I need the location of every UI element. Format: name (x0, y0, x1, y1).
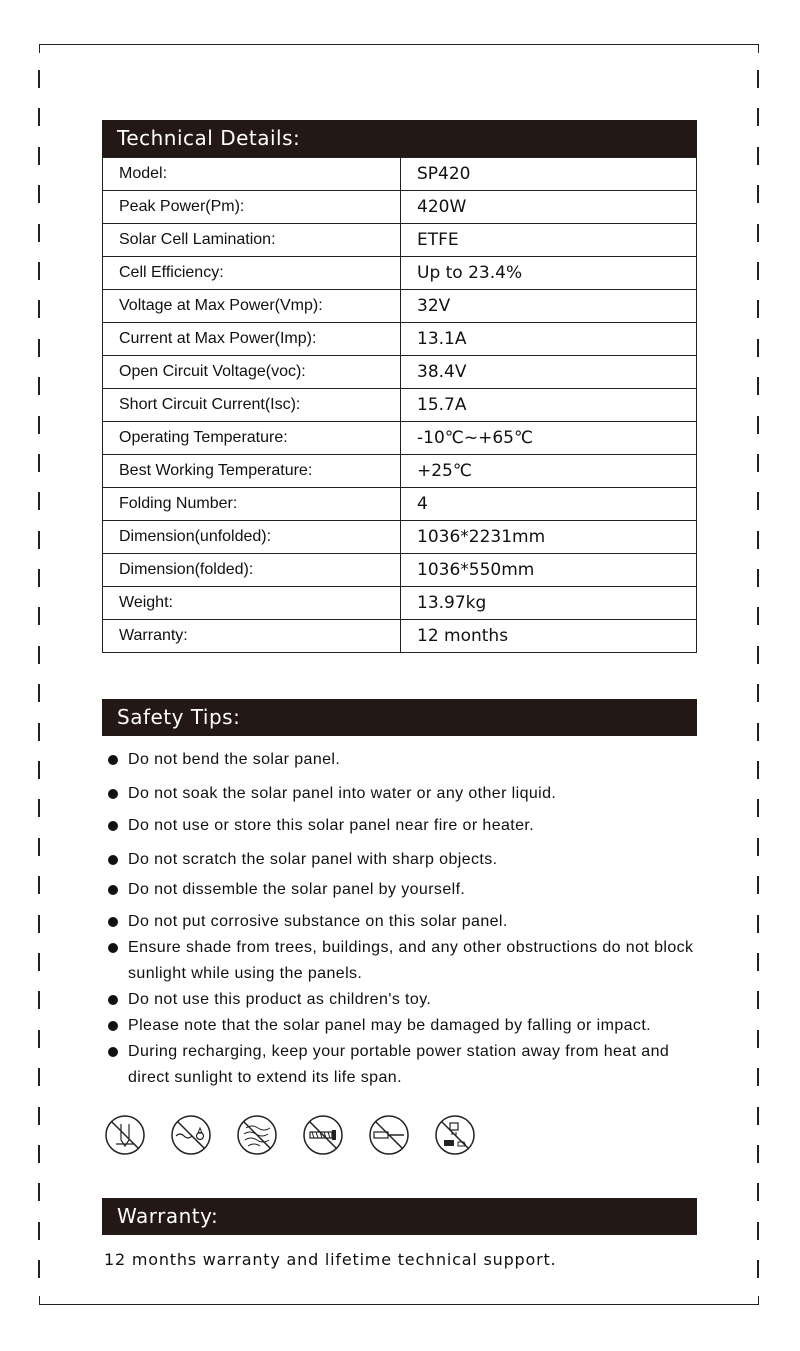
dash-mark (757, 1222, 759, 1240)
dash-mark (757, 991, 759, 1009)
safety-tip-text: Do not use or store this solar panel near fire or heater. (128, 817, 535, 834)
dash-mark (757, 108, 759, 126)
dash-mark (757, 1260, 759, 1278)
spec-row (103, 290, 697, 323)
dash-mark (38, 147, 40, 165)
spec-row (103, 356, 697, 389)
frame-bottom-mark (40, 1304, 758, 1305)
dash-mark (38, 185, 40, 203)
dash-mark (38, 876, 40, 894)
safety-tips-heading: Safety Tips: (102, 699, 697, 736)
safety-tip-item (108, 1013, 708, 1039)
spec-value: 15.7A (401, 389, 697, 422)
spec-row (103, 521, 697, 554)
spec-row (103, 554, 697, 587)
dash-mark (757, 838, 759, 856)
spec-row (103, 389, 697, 422)
bullet-icon (108, 755, 118, 765)
dash-mark (38, 723, 40, 741)
safety-tip-item (108, 935, 708, 987)
dash-mark (38, 1068, 40, 1086)
dash-mark (38, 300, 40, 318)
warranty-text: 12 months warranty and lifetime technical support. (104, 1250, 557, 1269)
dash-mark (757, 915, 759, 933)
spec-value: SP420 (401, 158, 697, 191)
dash-mark (757, 300, 759, 318)
safety-tip-text: Do not soak the solar panel into water or any other liquid. (128, 785, 557, 802)
bullet-icon (108, 1047, 118, 1057)
bullet-icon (108, 885, 118, 895)
spec-label: Dimension(folded): (103, 554, 401, 587)
spec-label: Dimension(unfolded): (103, 521, 401, 554)
spec-value: 38.4V (401, 356, 697, 389)
dash-mark (757, 1068, 759, 1086)
spec-row (103, 323, 697, 356)
dash-mark (38, 1145, 40, 1163)
dash-mark (38, 492, 40, 510)
spec-value: 1036*2231mm (401, 521, 697, 554)
dash-mark (757, 684, 759, 702)
no-fire-icon (236, 1114, 278, 1156)
bullet-icon (108, 789, 118, 799)
spec-label: Voltage at Max Power(Vmp): (103, 290, 401, 323)
spec-value: -10℃~+65℃ (401, 422, 697, 455)
dash-mark (757, 1107, 759, 1125)
dash-mark (38, 70, 40, 88)
dash-mark (38, 377, 40, 395)
dash-mark (38, 953, 40, 971)
dash-mark (38, 991, 40, 1009)
dash-mark (757, 876, 759, 894)
spec-row (103, 158, 697, 191)
dash-mark (38, 531, 40, 549)
no-bending-icon (104, 1114, 146, 1156)
spec-row (103, 191, 697, 224)
dash-mark (38, 1107, 40, 1125)
spec-label: Current at Max Power(Imp): (103, 323, 401, 356)
dash-mark (38, 262, 40, 280)
dash-mark (38, 1030, 40, 1048)
no-water-icon (170, 1114, 212, 1156)
dash-mark (757, 416, 759, 434)
spec-row (103, 488, 697, 521)
bullet-icon (108, 821, 118, 831)
safety-tip-text: During recharging, keep your portable power station away from heat and direct sunlight to extend its life span. (128, 1043, 670, 1086)
dash-mark (757, 377, 759, 395)
dash-mark (38, 684, 40, 702)
dash-mark (757, 147, 759, 165)
no-corrosive-icon (434, 1114, 476, 1156)
bullet-icon (108, 1021, 118, 1031)
spec-value: 12 months (401, 620, 697, 653)
spec-value: Up to 23.4% (401, 257, 697, 290)
dash-mark (757, 454, 759, 472)
spec-label: Short Circuit Current(Isc): (103, 389, 401, 422)
spec-label: Weight: (103, 587, 401, 620)
safety-tips-list (108, 747, 708, 1091)
safety-tip-item (108, 987, 708, 1013)
spec-row (103, 587, 697, 620)
dash-mark (38, 799, 40, 817)
spec-row (103, 455, 697, 488)
right-dash-border (757, 70, 759, 1285)
spec-value: ETFE (401, 224, 697, 257)
bullet-icon (108, 917, 118, 927)
spec-label: Solar Cell Lamination: (103, 224, 401, 257)
dash-mark (757, 224, 759, 242)
dash-mark (757, 761, 759, 779)
dash-mark (38, 838, 40, 856)
dash-mark (38, 1260, 40, 1278)
safety-tip-item (108, 813, 708, 839)
dash-mark (757, 646, 759, 664)
safety-tip-item (108, 781, 708, 807)
dash-mark (38, 1183, 40, 1201)
spec-value: 13.1A (401, 323, 697, 356)
safety-tip-text: Do not put corrosive substance on this solar panel. (128, 913, 508, 930)
spec-value: 4 (401, 488, 697, 521)
spec-value: 32V (401, 290, 697, 323)
dash-mark (757, 262, 759, 280)
safety-tip-item (108, 909, 708, 935)
dash-mark (38, 569, 40, 587)
spec-label: Open Circuit Voltage(voc): (103, 356, 401, 389)
safety-icons (104, 1114, 476, 1156)
dash-mark (757, 492, 759, 510)
spec-value: 13.97kg (401, 587, 697, 620)
no-scratch-icon (302, 1114, 344, 1156)
spec-value: +25℃ (401, 455, 697, 488)
safety-tip-item (108, 1039, 708, 1091)
dash-mark (38, 108, 40, 126)
dash-mark (757, 1183, 759, 1201)
dash-mark (757, 569, 759, 587)
bullet-icon (108, 943, 118, 953)
safety-tip-item (108, 847, 708, 873)
dash-mark (757, 339, 759, 357)
dash-mark (757, 953, 759, 971)
bullet-icon (108, 995, 118, 1005)
dash-mark (757, 1030, 759, 1048)
dash-mark (38, 339, 40, 357)
spec-value: 420W (401, 191, 697, 224)
spec-label: Cell Efficiency: (103, 257, 401, 290)
safety-tip-text: Do not scratch the solar panel with sharp objects. (128, 851, 498, 868)
dash-mark (757, 723, 759, 741)
dash-mark (38, 761, 40, 779)
dash-mark (757, 70, 759, 88)
warranty-heading: Warranty: (102, 1198, 697, 1235)
dash-mark (757, 607, 759, 625)
spec-label: Peak Power(Pm): (103, 191, 401, 224)
dash-mark (38, 646, 40, 664)
dash-mark (757, 185, 759, 203)
dash-mark (757, 1145, 759, 1163)
spec-row (103, 224, 697, 257)
spec-label: Model: (103, 158, 401, 191)
safety-tip-text: Do not dissemble the solar panel by yourself. (128, 881, 466, 898)
spec-label: Best Working Temperature: (103, 455, 401, 488)
dash-mark (757, 799, 759, 817)
safety-tip-text: Ensure shade from trees, buildings, and any other obstructions do not block sunlight while using the panels. (128, 939, 694, 982)
dash-mark (38, 224, 40, 242)
safety-tip-text: Do not use this product as children's toy. (128, 991, 432, 1008)
spec-row (103, 620, 697, 653)
bullet-icon (108, 855, 118, 865)
dash-mark (757, 531, 759, 549)
technical-details-heading: Technical Details: (102, 120, 697, 157)
left-dash-border (38, 70, 40, 1285)
safety-tip-text: Please note that the solar panel may be damaged by falling or impact. (128, 1017, 652, 1034)
dash-mark (38, 1222, 40, 1240)
safety-tip-item (108, 877, 708, 903)
dash-mark (38, 607, 40, 625)
spec-row (103, 422, 697, 455)
frame-top-mark (40, 44, 758, 45)
dash-mark (38, 915, 40, 933)
dash-mark (38, 416, 40, 434)
dash-mark (38, 454, 40, 472)
spec-value: 1036*550mm (401, 554, 697, 587)
technical-details-table (102, 157, 697, 653)
spec-row (103, 257, 697, 290)
spec-label: Warranty: (103, 620, 401, 653)
safety-tip-text: Do not bend the solar panel. (128, 751, 341, 768)
spec-label: Operating Temperature: (103, 422, 401, 455)
spec-label: Folding Number: (103, 488, 401, 521)
no-disassemble-icon (368, 1114, 410, 1156)
safety-tip-item (108, 747, 708, 773)
